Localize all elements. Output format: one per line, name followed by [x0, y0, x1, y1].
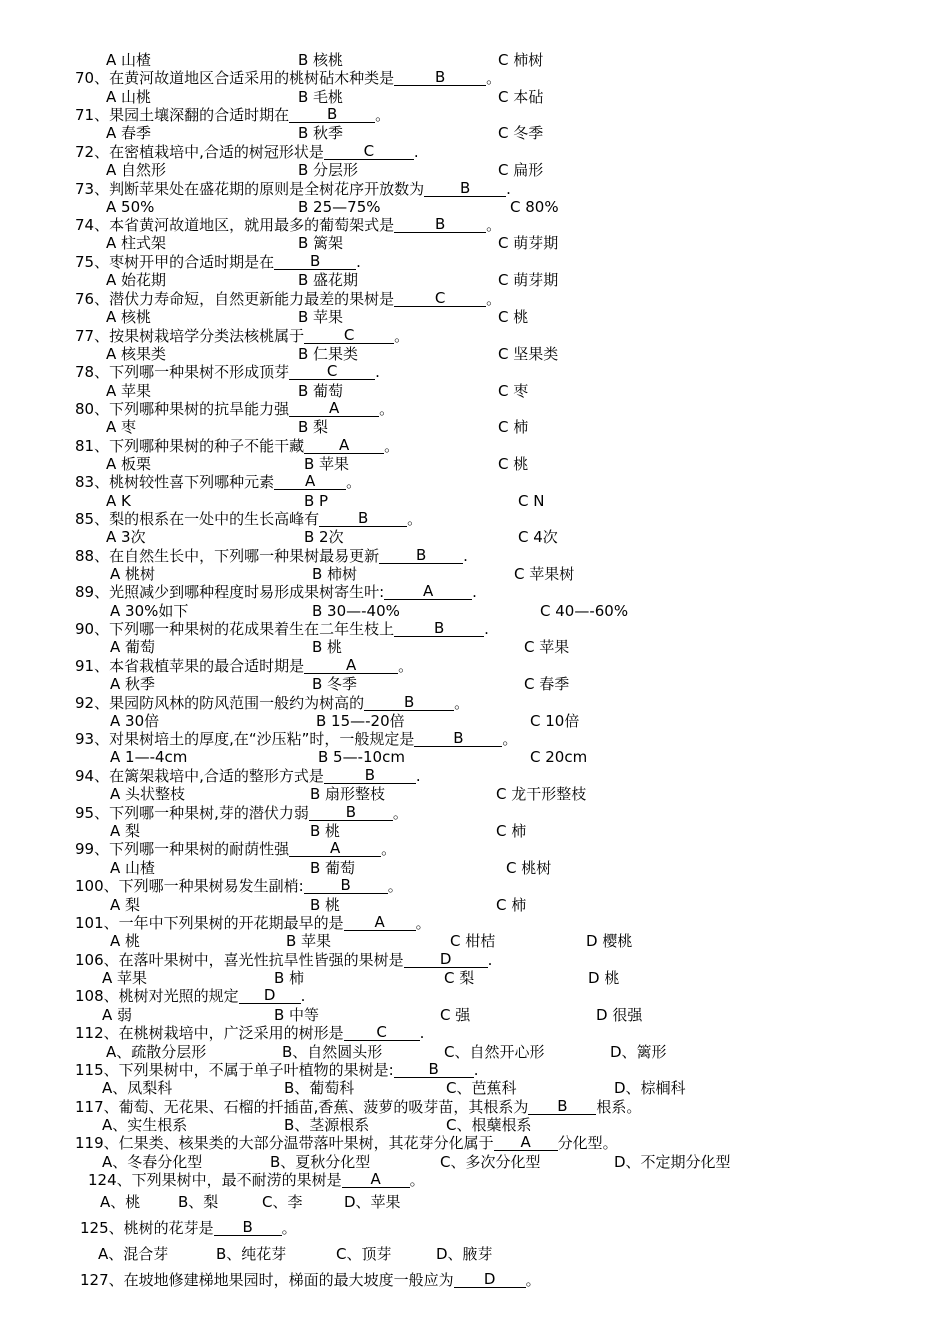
answer-blank: C	[289, 362, 375, 380]
option-item: B 分层形	[298, 161, 359, 179]
option-item: C、多次分化型	[440, 1153, 541, 1171]
question-text	[75, 472, 361, 492]
option-item: B 篱架	[298, 234, 344, 252]
option-item: C 梨	[444, 969, 475, 987]
answer-blank: B	[379, 546, 463, 564]
option-item: B 30—-40%	[312, 602, 400, 620]
question-stem: 76、潜伏力寿命短，自然更新能力最差的果树是	[75, 290, 395, 308]
question-stem: 115、下列果树中，不属于单子叶植物的果树是:	[75, 1061, 394, 1079]
option-item: D、不定期分化型	[614, 1153, 731, 1171]
answer-blank: D	[404, 950, 488, 968]
question-tail: .	[484, 620, 489, 638]
answer-blank: B	[394, 619, 484, 637]
option-item: A 板栗	[106, 455, 152, 473]
option-item: C N	[518, 492, 545, 510]
question-stem: 108、桃树对光照的规定	[75, 987, 239, 1005]
question-stem: 73、判断苹果处在盛花期的原则是全树花序开放数为	[75, 180, 425, 198]
answer-blank: B	[324, 766, 416, 784]
option-item: B 苹果	[304, 455, 350, 473]
question-tail: 分化型。	[557, 1134, 618, 1152]
question-text	[75, 179, 511, 199]
option-item: C 苹果	[524, 638, 570, 656]
question-text	[75, 105, 390, 125]
question-tail: .	[506, 180, 511, 198]
answer-blank: A	[289, 839, 381, 857]
question-stem: 72、在密植栽培中,合适的树冠形状是	[75, 143, 324, 161]
answer-blank: A	[344, 913, 416, 931]
question-stem: 127、在坡地修建梯地果园时，梯面的最大坡度一般应为	[80, 1271, 454, 1289]
question-stem: 92、果园防风林的防风范围一般约为树高的	[75, 694, 365, 712]
question-text	[75, 252, 361, 272]
question-tail: 。	[375, 106, 391, 124]
option-item: A 弱	[102, 1006, 133, 1024]
option-item: B 苹果	[286, 932, 332, 950]
answer-blank: C	[304, 326, 394, 344]
option-item: A、实生根系	[102, 1116, 188, 1134]
question-text	[75, 546, 468, 566]
question-tail: .	[463, 547, 468, 565]
question-tail: 根系。	[596, 1098, 642, 1116]
option-item: B 梨	[298, 418, 329, 436]
answer-blank: B	[309, 803, 393, 821]
question-tail: .	[419, 1024, 425, 1042]
option-item: C 桃	[498, 455, 529, 473]
question-text	[75, 1060, 478, 1080]
answer-blank: D	[454, 1270, 526, 1288]
question-text	[75, 215, 501, 235]
option-item: A 30%如下	[110, 602, 189, 620]
option-item: C 20cm	[530, 748, 588, 766]
answer-blank: C	[344, 1023, 420, 1041]
option-item: A 秋季	[110, 675, 156, 693]
option-item: B 25—75%	[298, 198, 381, 216]
question-text	[75, 399, 394, 419]
question-tail: 。	[346, 473, 362, 491]
answer-blank: A	[494, 1133, 558, 1151]
question-text	[75, 656, 413, 676]
answer-blank: B	[528, 1097, 596, 1115]
option-item: C 龙干形整枝	[496, 785, 587, 803]
option-item: C 坚果类	[498, 345, 559, 363]
question-tail: .	[415, 767, 421, 785]
option-item: C 桃	[498, 308, 529, 326]
option-item: B、葡萄科	[284, 1079, 355, 1097]
option-item: C 扁形	[498, 161, 544, 179]
option-item: A 梨	[110, 896, 141, 914]
question-tail: .	[413, 143, 419, 161]
option-item: B 柿	[274, 969, 305, 987]
option-item: B P	[304, 492, 329, 510]
option-item: C 枣	[498, 382, 529, 400]
option-item: B 扇形整枝	[310, 785, 386, 803]
question-text	[75, 950, 492, 970]
option-item: B 葡萄	[310, 859, 356, 877]
option-item: A 春季	[106, 124, 152, 142]
option-item: B、夏秋分化型	[270, 1153, 371, 1171]
question-stem: 75、枣树开甲的合适时期是在	[75, 253, 275, 271]
question-stem: 71、果园土壤深翻的合适时期在	[75, 106, 290, 124]
option-item: C、自然开心形	[444, 1043, 545, 1061]
question-text	[75, 362, 380, 382]
answer-blank: A	[342, 1170, 410, 1188]
question-tail: .	[300, 987, 306, 1005]
answer-blank: D	[239, 986, 301, 1004]
option-item: C 40—-60%	[540, 602, 629, 620]
question-text	[75, 913, 431, 933]
option-item: B 15—-20倍	[316, 712, 405, 730]
question-text	[75, 1023, 424, 1043]
question-tail: 。	[454, 694, 470, 712]
option-item: A 苹果	[102, 969, 148, 987]
option-item: B 苹果	[298, 308, 344, 326]
option-item: A K	[106, 492, 131, 510]
option-item: C 柿	[496, 896, 527, 914]
question-tail: .	[375, 363, 380, 381]
question-tail: 。	[486, 69, 502, 87]
question-stem: 93、对果树培土的厚度,在“沙压粘”时，一般规定是	[75, 730, 415, 748]
question-tail: 。	[381, 840, 397, 858]
question-text	[75, 436, 399, 456]
question-text	[75, 582, 477, 602]
question-stem: 106、在落叶果树中，喜光性抗旱性皆强的果树是	[75, 951, 404, 969]
question-text	[75, 619, 489, 639]
answer-blank: B	[289, 105, 375, 123]
question-text	[75, 876, 403, 896]
option-item: A 3次	[106, 528, 146, 546]
question-text	[75, 693, 469, 713]
question-tail: 。	[407, 510, 423, 528]
option-item: B 中等	[274, 1006, 320, 1024]
question-text	[75, 289, 501, 309]
question-tail: 。	[394, 327, 410, 345]
question-stem: 70、在黄河故道地区合适采用的桃树砧木种类是	[75, 69, 395, 87]
question-tail: .	[472, 583, 477, 601]
option-item: B 盛花期	[298, 271, 359, 289]
option-item: C、李	[262, 1193, 303, 1211]
question-stem: 88、在自然生长中，下列哪一种果树最易更新	[75, 547, 380, 565]
option-item: C 萌芽期	[498, 271, 559, 289]
option-item: B 5—-10cm	[318, 748, 405, 766]
question-tail: 。	[398, 657, 414, 675]
question-text	[75, 509, 422, 529]
question-tail: 。	[409, 1171, 425, 1189]
option-item: C 春季	[524, 675, 570, 693]
question-tail: 。	[379, 400, 395, 418]
option-item: A 苹果	[106, 382, 152, 400]
option-item: D、腋芽	[436, 1245, 493, 1263]
option-item: B 桃	[310, 822, 341, 840]
option-item: A 山桃	[106, 88, 152, 106]
option-item: B、自然圆头形	[282, 1043, 383, 1061]
question-text	[80, 1218, 297, 1238]
question-stem: 100、下列哪一种果树易发生副梢:	[75, 877, 304, 895]
question-text	[75, 803, 408, 823]
question-tail: 。	[502, 730, 518, 748]
answer-blank: B	[394, 68, 486, 86]
question-tail: 。	[525, 1271, 541, 1289]
option-item: C 桃树	[506, 859, 552, 877]
question-tail: 。	[486, 216, 502, 234]
question-text	[75, 142, 419, 162]
question-text	[88, 1170, 425, 1190]
option-item: D 桃	[588, 969, 620, 987]
option-item: A 柱式架	[106, 234, 167, 252]
answer-blank: B	[274, 252, 356, 270]
option-item: B 桃	[310, 896, 341, 914]
question-stem: 78、下列哪一种果树不形成顶芽	[75, 363, 290, 381]
option-item: B 核桃	[298, 51, 344, 69]
option-item: A、冬春分化型	[102, 1153, 203, 1171]
question-text	[75, 839, 396, 859]
option-item: C、顶芽	[336, 1245, 392, 1263]
answer-blank: B	[304, 876, 388, 894]
option-item: A、桃	[100, 1193, 141, 1211]
option-item: B、茎源根系	[284, 1116, 370, 1134]
option-item: C 柿	[496, 822, 527, 840]
answer-blank: B	[214, 1218, 282, 1236]
option-item: A 葡萄	[110, 638, 156, 656]
question-stem: 83、桃树较性喜下列哪种元素	[75, 473, 275, 491]
option-item: A 梨	[110, 822, 141, 840]
option-item: C 柿	[498, 418, 529, 436]
option-item: B 毛桃	[298, 88, 344, 106]
option-item: D、篱形	[610, 1043, 667, 1061]
option-item: B 秋季	[298, 124, 344, 142]
option-item: A 核果类	[106, 345, 167, 363]
option-item: A 1—-4cm	[110, 748, 188, 766]
option-item: C 萌芽期	[498, 234, 559, 252]
option-item: C 强	[440, 1006, 471, 1024]
question-stem: 117、葡萄、无花果、石榴的扦插苗,香蕉、菠萝的吸芽苗，其根系为	[75, 1098, 529, 1116]
answer-blank: A	[384, 582, 472, 600]
answer-blank: B	[319, 509, 407, 527]
option-item: D 樱桃	[586, 932, 633, 950]
option-item: B 桃	[312, 638, 343, 656]
option-item: B、梨	[178, 1193, 219, 1211]
question-stem: 112、在桃树栽培中，广泛采用的树形是	[75, 1024, 344, 1042]
option-item: B 柿树	[312, 565, 358, 583]
question-tail: 。	[387, 877, 403, 895]
question-tail: 。	[281, 1219, 297, 1237]
option-item: B、纯花芽	[216, 1245, 287, 1263]
question-tail: 。	[486, 290, 502, 308]
answer-blank: B	[364, 693, 454, 711]
answer-blank: C	[324, 142, 414, 160]
answer-blank: C	[394, 289, 486, 307]
question-stem: 91、本省栽植苹果的最合适时期是	[75, 657, 305, 675]
option-item: C 10倍	[530, 712, 580, 730]
option-item: B 仁果类	[298, 345, 359, 363]
option-item: C、根蘖根系	[446, 1116, 532, 1134]
question-stem: 89、光照减少到哪种程度时易形成果树寄生叶:	[75, 583, 385, 601]
question-text	[75, 986, 305, 1006]
option-item: A 始花期	[106, 271, 167, 289]
question-stem: 101、一年中下列果树的开花期最早的是	[75, 914, 344, 932]
answer-blank: B	[414, 729, 502, 747]
question-stem: 81、下列哪种果树的种子不能干藏	[75, 437, 305, 455]
question-stem: 95、下列哪一种果树,芽的潜伏力弱	[75, 804, 309, 822]
option-item: D 很强	[596, 1006, 643, 1024]
question-tail: .	[487, 951, 493, 969]
question-tail: 。	[415, 914, 431, 932]
option-item: C 80%	[510, 198, 559, 216]
option-item: B 冬季	[312, 675, 358, 693]
answer-blank: B	[394, 215, 486, 233]
option-item: A 枣	[106, 418, 137, 436]
question-stem: 85、梨的根系在一处中的生长高峰有	[75, 510, 320, 528]
answer-blank: A	[274, 472, 346, 490]
question-tail: 。	[392, 804, 408, 822]
option-item: A 自然形	[106, 161, 167, 179]
option-item: C 柑桔	[450, 932, 496, 950]
question-stem: 77、按果树栽培学分类法核桃属于	[75, 327, 305, 345]
question-text	[75, 326, 409, 346]
option-item: A 30倍	[110, 712, 160, 730]
question-text	[80, 1270, 541, 1290]
option-item: A 山楂	[110, 859, 156, 877]
option-item: C 4次	[518, 528, 558, 546]
option-item: A 核桃	[106, 308, 152, 326]
option-item: A 山楂	[106, 51, 152, 69]
option-item: B 2次	[304, 528, 344, 546]
option-item: D、苹果	[344, 1193, 401, 1211]
question-stem: 119、仁果类、核果类的大部分温带落叶果树，其花芽分化属于	[75, 1134, 494, 1152]
question-tail: 。	[384, 437, 400, 455]
option-item: C 苹果树	[514, 565, 575, 583]
option-item: A、混合芽	[98, 1245, 169, 1263]
option-item: A 桃树	[110, 565, 156, 583]
question-stem: 80、下列哪种果树的抗旱能力强	[75, 400, 290, 418]
option-item: A、疏散分层形	[106, 1043, 207, 1061]
option-item: B 葡萄	[298, 382, 344, 400]
question-text	[75, 729, 517, 749]
answer-blank: A	[304, 436, 384, 454]
option-item: C 冬季	[498, 124, 544, 142]
question-stem: 90、下列哪一种果树的花成果着生在二年生枝上	[75, 620, 395, 638]
question-stem: 125、桃树的花芽是	[80, 1219, 214, 1237]
option-item: D、棕榈科	[614, 1079, 686, 1097]
option-item: A 桃	[110, 932, 141, 950]
option-item: A、凤梨科	[102, 1079, 173, 1097]
question-stem: 99、下列哪一种果树的耐荫性强	[75, 840, 290, 858]
question-stem: 94、在篱架栽培中,合适的整形方式是	[75, 767, 324, 785]
option-item: A 50%	[106, 198, 155, 216]
question-tail: .	[473, 1061, 479, 1079]
option-item: C 柿树	[498, 51, 544, 69]
question-text	[75, 766, 421, 786]
question-text	[75, 1097, 641, 1117]
answer-blank: A	[304, 656, 398, 674]
question-stem: 124、下列果树中，最不耐涝的果树是	[88, 1171, 342, 1189]
question-stem: 74、本省黄河故道地区，就用最多的葡萄架式是	[75, 216, 395, 234]
question-tail: .	[356, 253, 361, 271]
question-text	[75, 68, 501, 88]
answer-blank: B	[394, 1060, 474, 1078]
question-text	[75, 1133, 618, 1153]
answer-blank: B	[424, 179, 506, 197]
answer-blank: A	[289, 399, 379, 417]
option-item: A 头状整枝	[110, 785, 186, 803]
option-item: C、芭蕉科	[446, 1079, 517, 1097]
option-item: C 本砧	[498, 88, 544, 106]
